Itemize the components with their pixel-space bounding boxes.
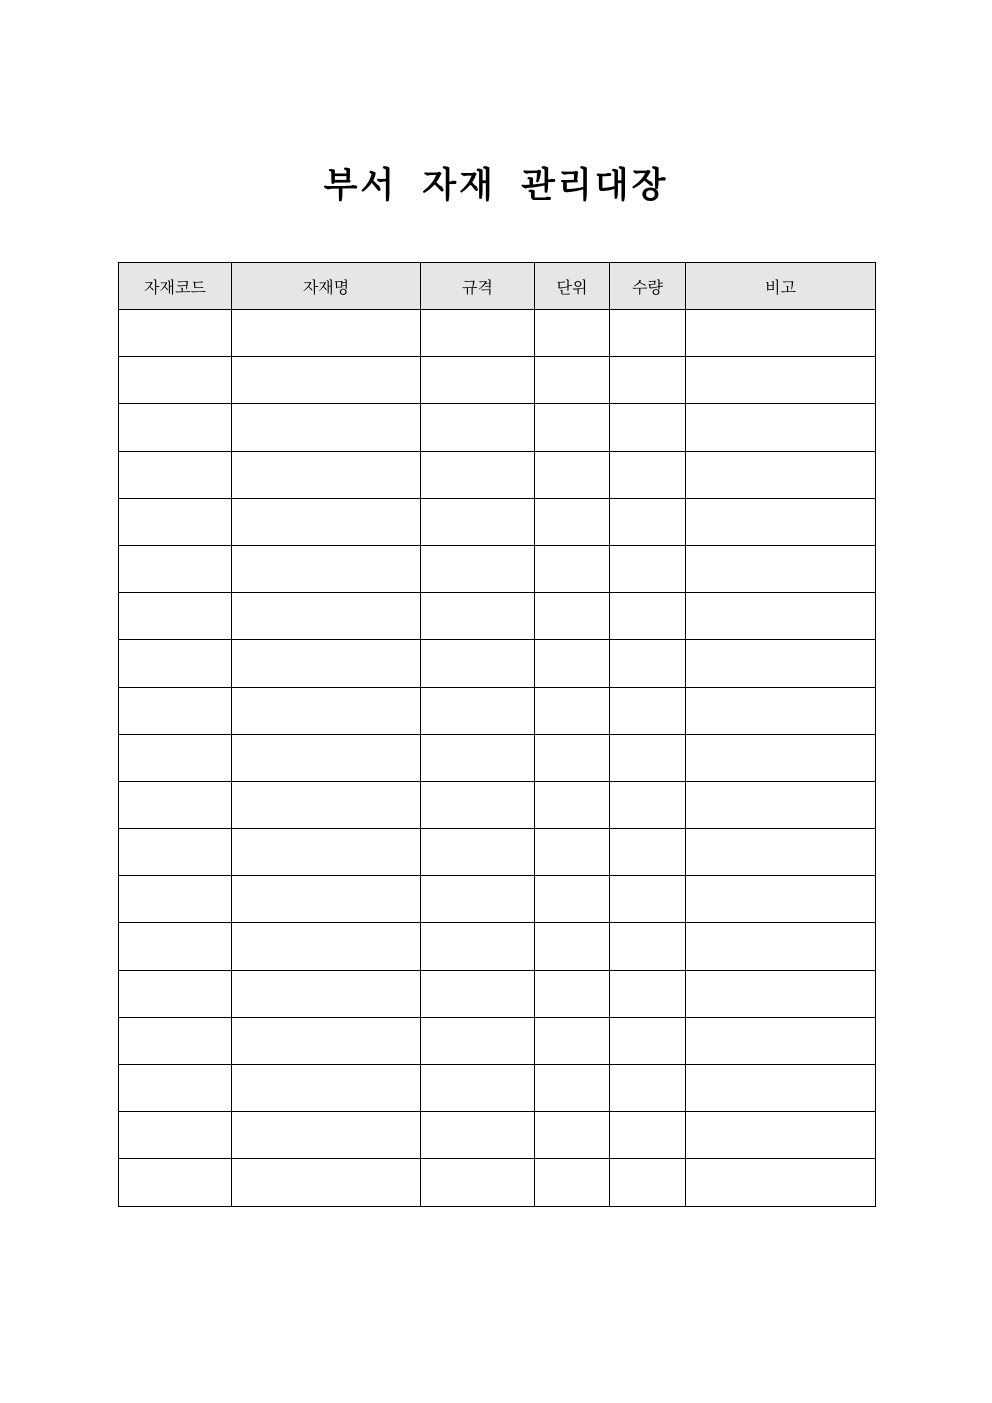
specification-cell[interactable]	[421, 593, 535, 640]
material-name-cell[interactable]	[232, 593, 421, 640]
table-row	[119, 970, 876, 1017]
remarks-cell[interactable]	[686, 1065, 876, 1112]
quantity-cell[interactable]	[610, 876, 686, 923]
specification-cell[interactable]	[421, 970, 535, 1017]
material-name-cell[interactable]	[232, 404, 421, 451]
remarks-cell[interactable]	[686, 781, 876, 828]
quantity-cell[interactable]	[610, 781, 686, 828]
quantity-cell[interactable]	[610, 640, 686, 687]
quantity-cell[interactable]	[610, 734, 686, 781]
table-row	[119, 1065, 876, 1112]
specification-cell[interactable]	[421, 923, 535, 970]
material-name-cell[interactable]	[232, 876, 421, 923]
remarks-cell[interactable]	[686, 1159, 876, 1206]
remarks-cell[interactable]	[686, 687, 876, 734]
quantity-cell[interactable]	[610, 970, 686, 1017]
specification-cell[interactable]	[421, 1065, 535, 1112]
quantity-cell[interactable]	[610, 1159, 686, 1206]
unit-cell[interactable]	[535, 1017, 610, 1064]
table-row	[119, 498, 876, 545]
material-code-cell[interactable]	[119, 640, 232, 687]
ledger-body	[119, 310, 876, 1207]
material-code-cell[interactable]	[119, 829, 232, 876]
table-row	[119, 1017, 876, 1064]
table-row	[119, 593, 876, 640]
unit-cell[interactable]	[535, 357, 610, 404]
unit-cell[interactable]	[535, 1112, 610, 1159]
specification-cell[interactable]	[421, 498, 535, 545]
table-row	[119, 640, 876, 687]
specification-cell[interactable]	[421, 687, 535, 734]
material-name-cell[interactable]	[232, 545, 421, 592]
material-code-cell[interactable]	[119, 357, 232, 404]
table-row	[119, 923, 876, 970]
material-code-cell[interactable]	[119, 970, 232, 1017]
column-header-quantity: 수량	[610, 263, 686, 310]
material-name-cell[interactable]	[232, 1017, 421, 1064]
quantity-cell[interactable]	[610, 829, 686, 876]
specification-cell[interactable]	[421, 310, 535, 357]
quantity-cell[interactable]	[610, 1017, 686, 1064]
unit-cell[interactable]	[535, 829, 610, 876]
material-name-cell[interactable]	[232, 1112, 421, 1159]
unit-cell[interactable]	[535, 876, 610, 923]
material-name-cell[interactable]	[232, 1159, 421, 1206]
table-row	[119, 545, 876, 592]
page-title: 부서 자재 관리대장	[323, 166, 669, 206]
unit-cell[interactable]	[535, 781, 610, 828]
column-header-remarks: 비고	[686, 263, 876, 310]
remarks-cell[interactable]	[686, 451, 876, 498]
unit-cell[interactable]	[535, 498, 610, 545]
column-header-specification: 규격	[421, 263, 535, 310]
quantity-cell[interactable]	[610, 1112, 686, 1159]
unit-cell[interactable]	[535, 310, 610, 357]
quantity-cell[interactable]	[610, 404, 686, 451]
unit-cell[interactable]	[535, 970, 610, 1017]
unit-cell[interactable]	[535, 451, 610, 498]
specification-cell[interactable]	[421, 545, 535, 592]
table-row	[119, 876, 876, 923]
material-code-cell[interactable]	[119, 593, 232, 640]
table-row	[119, 734, 876, 781]
column-header-unit: 단위	[535, 263, 610, 310]
material-code-cell[interactable]	[119, 404, 232, 451]
remarks-cell[interactable]	[686, 876, 876, 923]
material-code-cell[interactable]	[119, 498, 232, 545]
material-code-cell[interactable]	[119, 1112, 232, 1159]
material-code-cell[interactable]	[119, 781, 232, 828]
material-code-cell[interactable]	[119, 451, 232, 498]
header-row	[119, 263, 876, 310]
unit-cell[interactable]	[535, 640, 610, 687]
material-code-cell[interactable]	[119, 1065, 232, 1112]
material-name-cell[interactable]	[232, 970, 421, 1017]
remarks-cell[interactable]	[686, 498, 876, 545]
material-name-cell[interactable]	[232, 781, 421, 828]
material-code-cell[interactable]	[119, 545, 232, 592]
specification-cell[interactable]	[421, 640, 535, 687]
material-name-cell[interactable]	[232, 357, 421, 404]
material-name-cell[interactable]	[232, 1065, 421, 1112]
material-name-cell[interactable]	[232, 640, 421, 687]
material-name-cell[interactable]	[232, 498, 421, 545]
specification-cell[interactable]	[421, 1159, 535, 1206]
table-row	[119, 451, 876, 498]
remarks-cell[interactable]	[686, 829, 876, 876]
remarks-cell[interactable]	[686, 734, 876, 781]
unit-cell[interactable]	[535, 545, 610, 592]
specification-cell[interactable]	[421, 734, 535, 781]
remarks-cell[interactable]	[686, 310, 876, 357]
table-row	[119, 1159, 876, 1206]
specification-cell[interactable]	[421, 876, 535, 923]
remarks-cell[interactable]	[686, 1017, 876, 1064]
specification-cell[interactable]	[421, 781, 535, 828]
material-ledger-table	[118, 262, 876, 1207]
quantity-cell[interactable]	[610, 593, 686, 640]
material-code-cell[interactable]	[119, 923, 232, 970]
table-row	[119, 404, 876, 451]
material-name-cell[interactable]	[232, 923, 421, 970]
quantity-cell[interactable]	[610, 923, 686, 970]
specification-cell[interactable]	[421, 1017, 535, 1064]
unit-cell[interactable]	[535, 734, 610, 781]
material-code-cell[interactable]	[119, 734, 232, 781]
table-row	[119, 829, 876, 876]
unit-cell[interactable]	[535, 1065, 610, 1112]
column-header-material-code: 자재코드	[119, 263, 232, 310]
material-code-cell[interactable]	[119, 1017, 232, 1064]
specification-cell[interactable]	[421, 1112, 535, 1159]
unit-cell[interactable]	[535, 923, 610, 970]
quantity-cell[interactable]	[610, 498, 686, 545]
material-name-cell[interactable]	[232, 687, 421, 734]
quantity-cell[interactable]	[610, 545, 686, 592]
remarks-cell[interactable]	[686, 593, 876, 640]
remarks-cell[interactable]	[686, 357, 876, 404]
quantity-cell[interactable]	[610, 687, 686, 734]
unit-cell[interactable]	[535, 404, 610, 451]
quantity-cell[interactable]	[610, 451, 686, 498]
material-name-cell[interactable]	[232, 451, 421, 498]
remarks-cell[interactable]	[686, 1112, 876, 1159]
specification-cell[interactable]	[421, 829, 535, 876]
table-row	[119, 357, 876, 404]
material-name-cell[interactable]	[232, 829, 421, 876]
unit-cell[interactable]	[535, 687, 610, 734]
specification-cell[interactable]	[421, 451, 535, 498]
remarks-cell[interactable]	[686, 923, 876, 970]
specification-cell[interactable]	[421, 357, 535, 404]
table-row	[119, 781, 876, 828]
unit-cell[interactable]	[535, 1159, 610, 1206]
quantity-cell[interactable]	[610, 1065, 686, 1112]
material-name-cell[interactable]	[232, 310, 421, 357]
table-row	[119, 687, 876, 734]
material-code-cell[interactable]	[119, 1159, 232, 1206]
column-header-material-name: 자재명	[232, 263, 421, 310]
material-code-cell[interactable]	[119, 876, 232, 923]
table-row	[119, 310, 876, 357]
quantity-cell[interactable]	[610, 310, 686, 357]
material-name-cell[interactable]	[232, 734, 421, 781]
material-code-cell[interactable]	[119, 687, 232, 734]
unit-cell[interactable]	[535, 593, 610, 640]
specification-cell[interactable]	[421, 404, 535, 451]
remarks-cell[interactable]	[686, 640, 876, 687]
remarks-cell[interactable]	[686, 404, 876, 451]
material-code-cell[interactable]	[119, 310, 232, 357]
remarks-cell[interactable]	[686, 970, 876, 1017]
table-row	[119, 1112, 876, 1159]
remarks-cell[interactable]	[686, 545, 876, 592]
quantity-cell[interactable]	[610, 357, 686, 404]
